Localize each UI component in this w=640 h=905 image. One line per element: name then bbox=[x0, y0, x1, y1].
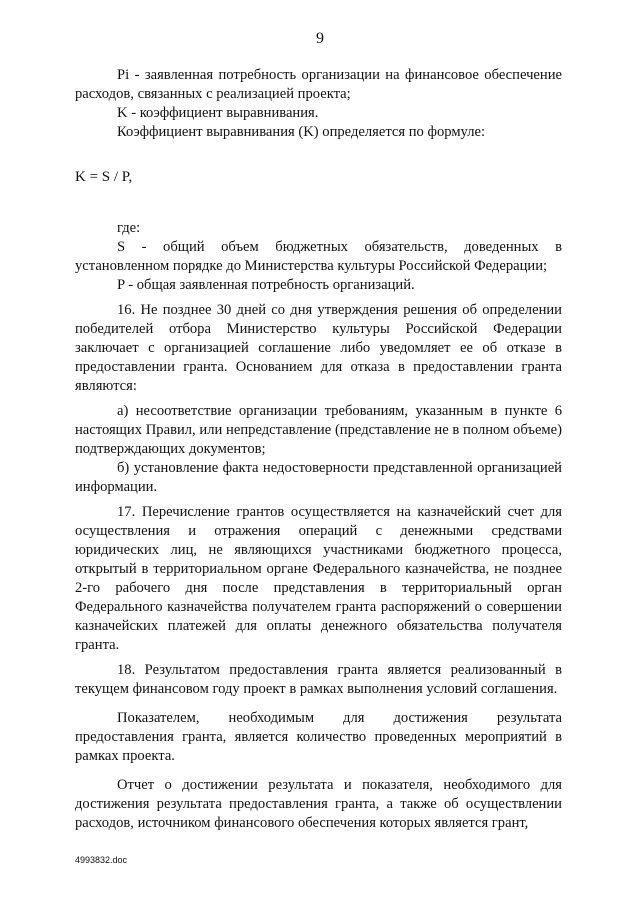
paragraph-k-definition: K - коэффициент выравнивания. bbox=[117, 105, 319, 121]
document-body bbox=[75, 66, 562, 833]
paragraph-clause-18: 18. Результатом предоставления гранта является реализованный в текущем финансовом году проект в рамках выполнения условий соглашения. bbox=[75, 662, 562, 697]
paragraph-s-definition: S - общий объем бюджетных обязательств, доведенных в установленном порядке до Министерства культуры Российской Федерации; bbox=[75, 239, 562, 274]
paragraph-p-definition: P - общая заявленная потребность организаций. bbox=[117, 277, 415, 293]
paragraph-clause-17: 17. Перечисление грантов осуществляется на казначейский счет для осуществления и отражения операций с денежными средствами юридических лиц, не являющихся участниками бюджетного процесса, открытый в территориальном органе Федерального казначейства, не позднее 2-го рабочего дня после представления в территориальный орган Федерального казначейства получателем гранта распоряжений о совершении казначейских платежей для оплаты денежного обязательства получателя гранта. bbox=[75, 504, 562, 653]
paragraph-indicator: Показателем, необходимым для достижения результата предоставления гранта, является количество проведенных мероприятий в рамках проекта. bbox=[75, 710, 562, 764]
formula: K = S / P, bbox=[75, 169, 133, 185]
page-number: 9 bbox=[316, 30, 324, 47]
paragraph-where: где: bbox=[117, 220, 141, 236]
document-footer: 4993832.doc bbox=[75, 855, 128, 865]
paragraph-report: Отчет о достижении результата и показателя, необходимого для достижения результата предоставления гранта, а также об осуществлении расходов, источником финансового обеспечения которых является грант, bbox=[75, 777, 562, 831]
paragraph-pi-definition: Pi - заявленная потребность организации на финансовое обеспечение расходов, связанных с реализацией проекта; bbox=[75, 67, 562, 102]
paragraph-clause-16b: б) установление факта недостоверности представленной организацией информации. bbox=[75, 460, 562, 495]
paragraph-formula-intro: Коэффициент выравнивания (K) определяется по формуле: bbox=[117, 124, 486, 140]
paragraph-clause-16: 16. Не позднее 30 дней со дня утверждения решения об определении победителей отбора Министерство культуры Российской Федерации заключает с организацией соглашение либо уведомляет ее об отказе в предоставлении гранта. Основанием для отказа в предоставлении гранта являются: bbox=[75, 302, 562, 394]
paragraph-clause-16a: а) несоответствие организации требованиям, указанным в пункте 6 настоящих Правил, или непредставление (представление не в полном объеме) подтверждающих документов; bbox=[75, 403, 562, 457]
